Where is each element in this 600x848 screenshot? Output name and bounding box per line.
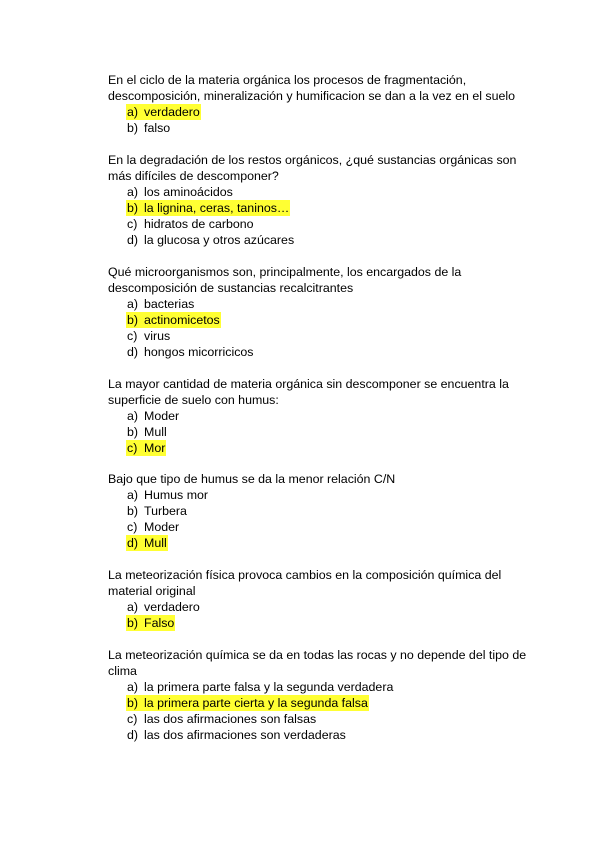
option-letter: a) (127, 185, 139, 199)
option-letter: a) (127, 409, 139, 423)
option-letter: a) (127, 488, 139, 502)
option-letter: b) (127, 201, 139, 215)
option-c (108, 440, 538, 456)
option-letter: b) (127, 696, 139, 710)
option-text: Mull (144, 536, 167, 550)
option-text: la primera parte cierta y la segunda falsa (144, 696, 368, 710)
option-a (108, 296, 538, 312)
option-b (108, 424, 538, 440)
question-6 (108, 567, 538, 631)
option-text: las dos afirmaciones son verdaderas (144, 728, 346, 742)
option-text: la lignina, ceras, taninos… (144, 201, 290, 215)
option-text: la glucosa y otros azúcares (144, 233, 295, 247)
option-list (108, 184, 538, 248)
option-d (108, 535, 538, 551)
question-text: En la degradación de los restos orgánicos, ¿qué sustancias orgánicas son más difíciles de descomponer? (108, 153, 517, 183)
question-4 (108, 376, 538, 456)
option-b (108, 503, 538, 519)
option-a (108, 408, 538, 424)
option-d (108, 232, 538, 248)
option-text: Falso (144, 616, 175, 630)
option-a (108, 599, 538, 615)
option-text: Mor (144, 441, 166, 455)
option-letter: c) (127, 712, 138, 726)
answer-highlight (126, 104, 201, 120)
question-text: La meteorización química se da en todas las rocas y no depende del tipo de clima (108, 648, 527, 678)
option-letter: d) (127, 345, 139, 359)
option-d (108, 344, 538, 360)
option-a (108, 679, 538, 695)
option-letter: c) (127, 217, 138, 231)
option-b (108, 120, 538, 136)
option-c (108, 328, 538, 344)
option-d (108, 727, 538, 743)
question-2 (108, 152, 538, 248)
answer-highlight (126, 695, 369, 711)
option-c (108, 519, 538, 535)
option-text: Turbera (144, 504, 187, 518)
answer-highlight (126, 615, 175, 631)
option-letter: d) (127, 233, 139, 247)
option-b (108, 200, 538, 216)
option-a (108, 487, 538, 503)
option-list (108, 408, 538, 456)
option-letter: c) (127, 520, 138, 534)
option-text: los aminoácidos (144, 185, 233, 199)
option-letter: b) (127, 616, 139, 630)
option-text: verdadero (144, 105, 200, 119)
option-text: Moder (144, 409, 180, 423)
option-c (108, 216, 538, 232)
option-text: hidratos de carbono (144, 217, 254, 231)
option-text: Humus mor (144, 488, 209, 502)
question-3 (108, 264, 538, 360)
option-letter: b) (127, 504, 139, 518)
option-letter: b) (127, 121, 139, 135)
question-text: La meteorización física provoca cambios en la composición química del material original (108, 568, 502, 598)
question-text: Qué microorganismos son, principalmente, los encargados de la descomposición de sustancias recalcitrantes (108, 265, 462, 295)
answer-highlight (126, 200, 290, 216)
question-5 (108, 471, 538, 551)
option-letter: a) (127, 105, 139, 119)
option-letter: d) (127, 536, 139, 550)
option-b (108, 695, 538, 711)
option-letter: a) (127, 600, 139, 614)
option-text: Moder (144, 520, 180, 534)
option-b (108, 312, 538, 328)
option-text: bacterias (144, 297, 195, 311)
option-list (108, 487, 538, 551)
option-a (108, 184, 538, 200)
answer-highlight (126, 312, 221, 328)
question-7 (108, 647, 538, 743)
option-c (108, 711, 538, 727)
option-text: actinomicetos (144, 313, 220, 327)
option-letter: c) (127, 441, 138, 455)
question-text: La mayor cantidad de materia orgánica sin descomponer se encuentra la superficie de suelo con humus: (108, 377, 509, 407)
option-letter: d) (127, 728, 139, 742)
question-1 (108, 72, 538, 136)
option-text: las dos afirmaciones son falsas (144, 712, 317, 726)
option-text: falso (144, 121, 171, 135)
option-list (108, 104, 538, 136)
question-text: En el ciclo de la materia orgánica los procesos de fragmentación, descomposición, mineralización y humificacion se dan a la vez en el suelo (108, 73, 516, 103)
option-letter: b) (127, 425, 139, 439)
option-letter: b) (127, 313, 139, 327)
question-text: Bajo que tipo de humus se da la menor relación C/N (108, 472, 396, 486)
answer-highlight (126, 535, 168, 551)
option-letter: c) (127, 329, 138, 343)
option-letter: a) (127, 680, 139, 694)
option-text: hongos micorricicos (144, 345, 254, 359)
option-a (108, 104, 538, 120)
option-text: la primera parte falsa y la segunda verdadera (144, 680, 394, 694)
option-text: Mull (144, 425, 167, 439)
option-text: verdadero (144, 600, 200, 614)
answer-highlight (126, 440, 166, 456)
option-list (108, 599, 538, 631)
option-list (108, 679, 538, 743)
option-b (108, 615, 538, 631)
option-letter: a) (127, 297, 139, 311)
option-list (108, 296, 538, 360)
option-text: virus (144, 329, 171, 343)
